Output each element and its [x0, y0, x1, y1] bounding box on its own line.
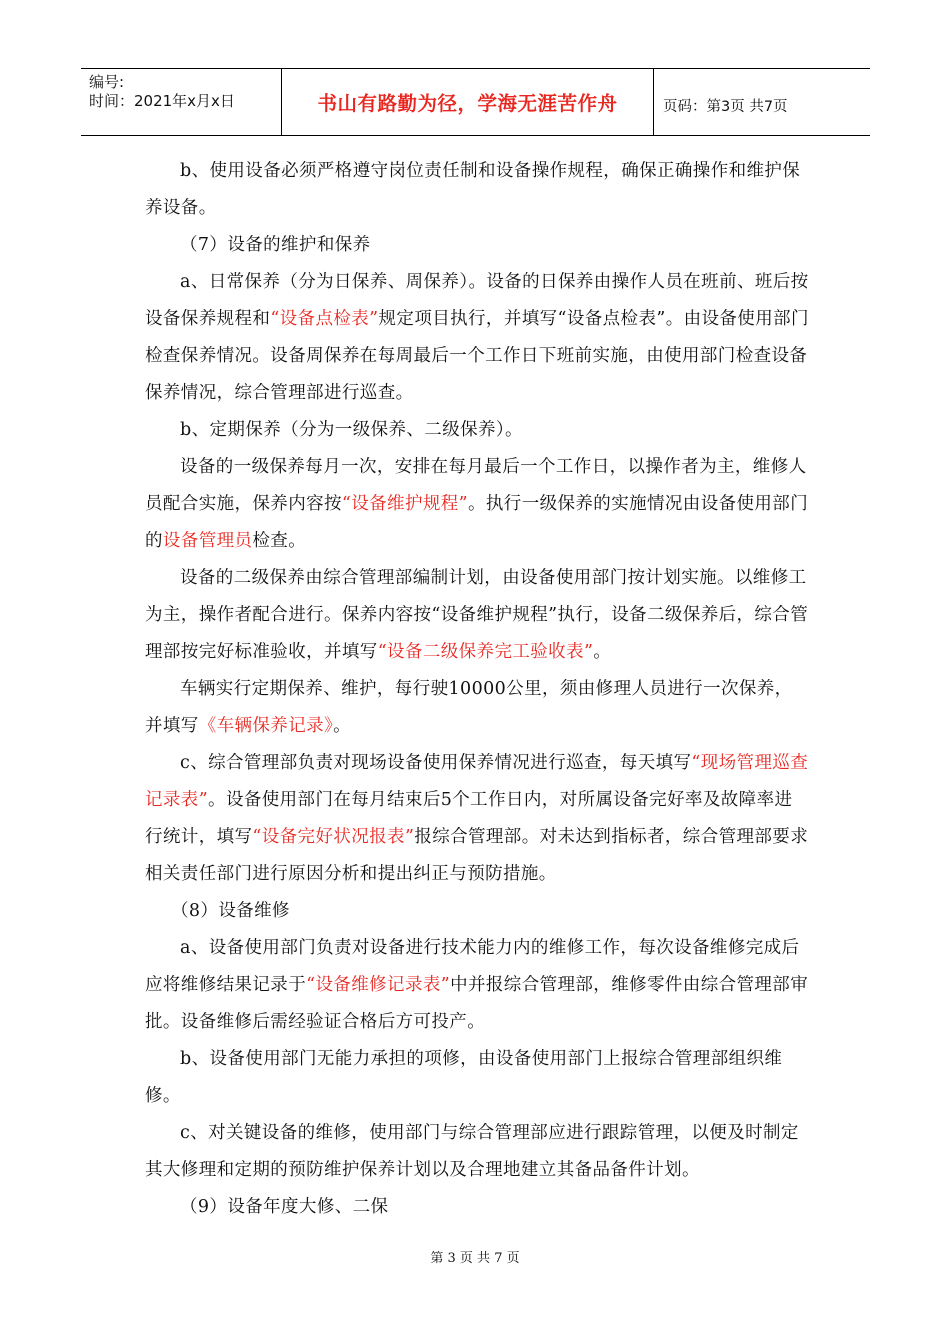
document-body [145, 153, 810, 1226]
text-run: c、对关键设备的维修，使用部门与综合管理部应进行跟踪管理，以便及时制定其大修理和定期的预防维护保养计划以及合理地建立其备品备件计划。 [145, 1123, 799, 1180]
text-run: b、使用设备必须严格遵守岗位责任制和设备操作规程，确保正确操作和维护保养设备。 [145, 161, 801, 218]
highlighted-role-name: 设备管理员 [162, 531, 253, 551]
text-run: 中并报综合管理部，维修零件由综合管理部审批。设备维修后需经验证合格后方可投产。 [145, 975, 809, 1032]
paragraph-daily-maintenance [145, 264, 810, 412]
header-motto: 书山有路勤为径，学海无涯苦作舟 [281, 69, 654, 135]
paragraph-vehicle-maintenance [145, 671, 810, 745]
header-meta [81, 69, 281, 135]
paragraph-level2-maintenance [145, 560, 810, 671]
text-run: 报综合管理部。对未达到指标者，综合管理部要求相关责任部门进行原因分析和提出纠正与预防措施。 [145, 827, 809, 884]
highlighted-form-name: “设备维修记录表” [306, 975, 451, 995]
text-run: 规定项目执行，并填写“设备点检表”。由设备使用部门检查保养情况。设备周保养在每周最后一个工作日下班前实施，由使用部门检查设备保养情况，综合管理部进行巡查。 [145, 309, 809, 403]
paragraph-level1-maintenance [145, 449, 810, 560]
text-run: c、综合管理部负责对现场设备使用保养情况进行巡查，每天填写 [180, 753, 692, 773]
text-run: 。执行一级保养的实施情况由设备使用部门的 [145, 494, 809, 551]
text-run: a、设备使用部门负责对设备进行技术能力内的维修工作，每次设备维修完成后应将维修结果记录于 [145, 938, 800, 995]
highlighted-form-name: “现场管理巡查记录表” [145, 753, 809, 810]
text-run: 。设备使用部门在每月结束后5个工作日内，对所属设备完好率及故障率进行统计，填写 [145, 790, 793, 847]
text-run: b、定期保养（分为一级保养、二级保养）。 [180, 420, 523, 440]
section-heading-8 [145, 893, 810, 930]
text-run: 设备的二级保养由综合管理部编制计划，由设备使用部门按计划实施。以维修工为主，操作者配合进行。保养内容按“设备维护规程”执行，设备二级保养后，综合管理部按完好标准验收，并填写 [145, 568, 809, 662]
highlighted-form-name: “设备完好状况报表” [252, 827, 415, 847]
text-run: 检查。 [252, 531, 307, 551]
page-header [81, 68, 870, 136]
highlighted-form-name: “设备维护规程” [341, 494, 468, 514]
section-heading-7 [145, 227, 810, 264]
text-run: b、设备使用部门无能力承担的项修，由设备使用部门上报综合管理部组织维修。 [145, 1049, 783, 1106]
text-run: （7）设备的维护和保养 [180, 235, 371, 255]
highlighted-form-name: 《车辆保养记录》 [198, 716, 334, 736]
paragraph-use-rules [145, 153, 810, 227]
section-heading-9 [145, 1189, 810, 1226]
text-run: 车辆实行定期保养、维护，每行驶10000公里，须由修理人员进行一次保养，并填写 [145, 679, 793, 736]
text-run: 。 [593, 642, 612, 662]
highlighted-form-name: “设备二级保养完工验收表” [377, 642, 594, 662]
paragraph-repair-c [145, 1115, 810, 1189]
header-page-info: 页码：第3页 共7页 [663, 99, 788, 115]
paragraph-periodic-maintenance [145, 412, 810, 449]
text-run: （8）设备维修 [171, 901, 290, 921]
paragraph-repair-a [145, 930, 810, 1041]
text-run: （9）设备年度大修、二保 [180, 1197, 389, 1217]
text-run: 设备的一级保养每月一次，安排在每月最后一个工作日，以操作者为主，维修人员配合实施，保养内容按 [145, 457, 807, 514]
paragraph-repair-b [145, 1041, 810, 1115]
paragraph-site-inspection [145, 745, 810, 893]
page-footer: 第 3 页 共 7 页 [430, 1251, 520, 1266]
document-number-label: 编号: [89, 73, 125, 91]
document-date: 时间：2021年x月x日 [89, 92, 235, 110]
text-run: 。 [333, 716, 352, 736]
highlighted-form-name: “设备点检表” [270, 309, 379, 329]
text-run: a、日常保养（分为日保养、周保养）。设备的日保养由操作人员在班前、班后按设备保养规程和 [145, 272, 809, 329]
